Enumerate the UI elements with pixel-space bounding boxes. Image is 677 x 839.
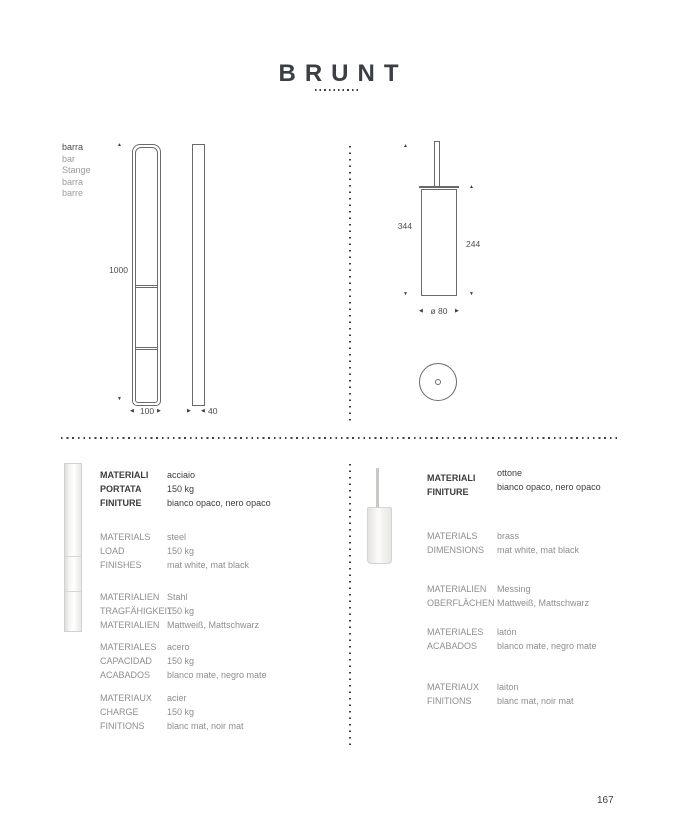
specs-left-italian bbox=[100, 468, 271, 510]
bar-image-segment-line bbox=[65, 591, 81, 592]
spec-value: 150 kg bbox=[167, 546, 195, 556]
spec-label: FINITIONS bbox=[100, 721, 145, 731]
specs-right-german bbox=[427, 583, 589, 610]
vertical-dotted-divider-top bbox=[349, 146, 351, 422]
spec-value: 150 kg bbox=[167, 707, 195, 717]
bar-product-image bbox=[64, 463, 82, 632]
bar-segment-divider bbox=[135, 285, 158, 288]
spec-label: FINITIONS bbox=[427, 695, 472, 706]
spec-label: MATERIALI bbox=[100, 470, 149, 480]
spec-value: bianco opaco, nero opaco bbox=[497, 481, 601, 492]
product-name-es: barra bbox=[62, 176, 84, 187]
spec-value: blanc mat, noir mat bbox=[497, 695, 574, 706]
title-dotted-underline bbox=[315, 89, 360, 91]
spec-label: MATERIALES bbox=[427, 627, 484, 637]
dim-arrow-left-icon: ◀ bbox=[130, 408, 134, 414]
product-name-labels bbox=[62, 142, 91, 200]
spec-value: blanc mat, noir mat bbox=[167, 721, 244, 731]
specs-left-english bbox=[100, 530, 249, 572]
brush-total-height-dimension: 344 bbox=[397, 221, 412, 231]
spec-value: 150 kg bbox=[167, 606, 195, 616]
spec-value: acero bbox=[167, 642, 190, 652]
vertical-dotted-divider-bottom bbox=[349, 464, 351, 746]
spec-label: ACABADOS bbox=[100, 670, 151, 680]
bar-width-dimension: 100 bbox=[139, 406, 155, 416]
spec-label: MATERIALS bbox=[100, 532, 151, 542]
brush-body-height-dimension: 244 bbox=[466, 239, 481, 249]
spec-label: MATERIALIEN bbox=[100, 620, 160, 630]
dim-arrow-right-icon: ▶ bbox=[157, 408, 161, 414]
spec-value: blanco mate, negro mate bbox=[497, 640, 597, 651]
bar-depth-dimension: 40 bbox=[208, 406, 218, 416]
spec-label: PORTATA bbox=[100, 484, 142, 494]
product-name-de: Stange bbox=[62, 165, 91, 175]
spec-label: FINISHES bbox=[100, 560, 142, 570]
page-title: BRUNT bbox=[278, 60, 408, 87]
brush-handle-drawing bbox=[434, 141, 440, 188]
bar-front-view-drawing bbox=[132, 144, 161, 406]
spec-label: MATERIALI bbox=[427, 473, 476, 483]
specs-right-spanish bbox=[427, 626, 597, 653]
spec-value: bianco opaco, nero opaco bbox=[167, 498, 271, 508]
spec-label: ACABADOS bbox=[427, 640, 478, 651]
specs-left-spanish bbox=[100, 640, 267, 682]
spec-label: CHARGE bbox=[100, 707, 139, 717]
dim-arrow-up-icon: ▲ bbox=[469, 184, 474, 190]
spec-label: MATERIALIEN bbox=[427, 584, 487, 594]
spec-value: blanco mate, negro mate bbox=[167, 670, 267, 680]
spec-value: brass bbox=[497, 531, 520, 541]
spec-value: ottone bbox=[497, 468, 523, 478]
dim-arrow-right-icon: ▶ bbox=[455, 308, 459, 314]
spec-value: latón bbox=[497, 627, 517, 637]
specs-right-italian bbox=[427, 468, 601, 499]
spec-value: Mattweiß, Mattschwarz bbox=[167, 620, 260, 630]
dim-arrow-up-icon: ▲ bbox=[117, 142, 122, 148]
horizontal-dotted-divider bbox=[61, 437, 618, 439]
spec-label: LOAD bbox=[100, 546, 125, 556]
dim-arrow-right-icon: ▶ bbox=[187, 408, 191, 414]
spec-value: acier bbox=[167, 693, 187, 703]
specs-left-german bbox=[100, 590, 259, 632]
brush-body-drawing bbox=[421, 189, 457, 296]
product-name-en: bar bbox=[62, 153, 76, 164]
dim-arrow-left-icon: ◀ bbox=[201, 408, 205, 414]
brush-diameter-dimension: ø 80 bbox=[430, 306, 448, 316]
dim-arrow-down-icon: ▼ bbox=[469, 291, 474, 297]
spec-label: MATERIALS bbox=[427, 531, 478, 541]
product-name-it: barra bbox=[62, 142, 84, 152]
spec-value: mat white, mat black bbox=[167, 560, 250, 570]
spec-value: 150 kg bbox=[167, 484, 195, 494]
spec-value: acciaio bbox=[167, 470, 196, 480]
product-name-fr: barre bbox=[62, 188, 84, 198]
spec-label: MATERIALES bbox=[100, 642, 157, 652]
spec-label: MATERIAUX bbox=[427, 682, 479, 692]
spec-value: mat white, mat black bbox=[497, 544, 580, 555]
spec-label: DIMENSIONS bbox=[427, 544, 485, 555]
spec-label: CAPACIDAD bbox=[100, 656, 152, 666]
bar-image-segment-line bbox=[65, 556, 81, 557]
spec-label: MATERIAUX bbox=[100, 693, 152, 703]
spec-label: FINITURE bbox=[427, 486, 469, 497]
spec-label: TRAGFÄHIGKEIT bbox=[100, 606, 173, 616]
brush-lid-drawing bbox=[419, 186, 459, 188]
bar-front-inner-line bbox=[135, 147, 158, 403]
spec-label: OBERFLÄCHEN bbox=[427, 597, 495, 608]
spec-value: steel bbox=[167, 532, 187, 542]
dim-arrow-down-icon: ▼ bbox=[117, 396, 122, 402]
spec-label: MATERIALIEN bbox=[100, 592, 160, 602]
brush-top-view-center bbox=[435, 379, 441, 385]
spec-value: Messing bbox=[497, 584, 531, 594]
dim-arrow-down-icon: ▼ bbox=[403, 291, 408, 297]
specs-right-french bbox=[427, 681, 574, 708]
bar-height-dimension: 1000 bbox=[109, 265, 128, 275]
specs-right-english bbox=[427, 530, 579, 557]
spec-value: Mattweiß, Mattschwarz bbox=[497, 597, 590, 608]
brush-product-image bbox=[367, 507, 392, 564]
dim-arrow-up-icon: ▲ bbox=[403, 143, 408, 149]
spec-label: FINITURE bbox=[100, 498, 142, 508]
bar-side-view-drawing bbox=[192, 144, 205, 406]
dim-arrow-left-icon: ◀ bbox=[419, 308, 423, 314]
spec-value: 150 kg bbox=[167, 656, 195, 666]
spec-value: laiton bbox=[497, 682, 519, 692]
page-number: 167 bbox=[597, 795, 614, 806]
spec-value: Stahl bbox=[167, 592, 188, 602]
bar-segment-divider bbox=[135, 347, 158, 350]
brush-product-image-handle bbox=[376, 468, 379, 508]
specs-left-french bbox=[100, 691, 244, 733]
